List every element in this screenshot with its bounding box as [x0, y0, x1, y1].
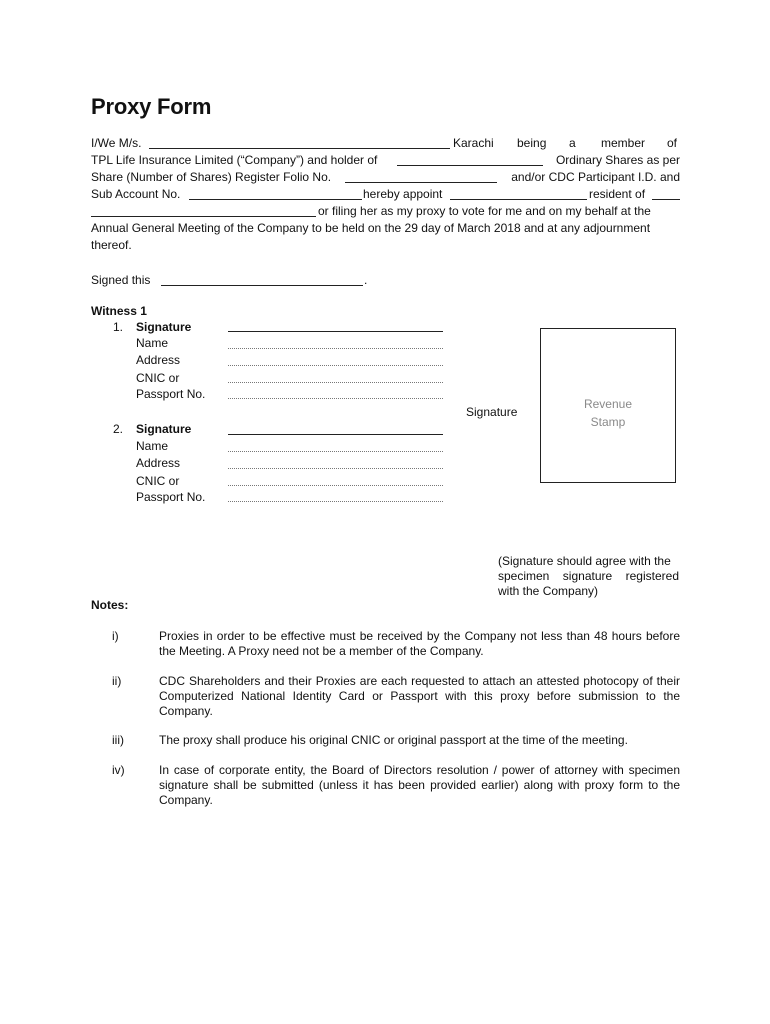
signed-period: . — [364, 273, 368, 287]
intro-text: Sub Account No. — [91, 187, 181, 201]
note-text: Proxies in order to be effective must be received by the Company not less than 48 hours before the Meeting. A Proxy need not be a member of the Company. — [159, 629, 680, 658]
intro-text: hereby appoint — [363, 187, 443, 201]
witness-name-label: Name — [136, 336, 169, 350]
page-title: Proxy Form — [91, 94, 212, 119]
sub-account-blank[interactable] — [189, 199, 362, 200]
witness-2-address-line[interactable] — [228, 468, 443, 469]
witness-cnic-label: CNIC or — [136, 371, 180, 385]
witness-1-signature-line[interactable] — [228, 331, 443, 332]
signed-date-blank[interactable] — [161, 285, 363, 286]
alternate-proxy-blank[interactable] — [91, 216, 316, 217]
signature-note-line: specimen signature registered — [498, 569, 679, 583]
intro-text: Karachi — [453, 136, 494, 150]
witness-2-passport-line[interactable] — [228, 501, 443, 502]
intro-text: of — [667, 136, 678, 150]
intro-text: thereof. — [91, 238, 132, 252]
witness-number: 1. — [113, 320, 124, 334]
witness-2-name-line[interactable] — [228, 451, 443, 452]
signed-this-label: Signed this — [91, 273, 151, 287]
signature-note-line: with the Company) — [498, 584, 599, 598]
note-text: In case of corporate entity, the Board of Directors resolution / power of attorney with specimen signature shall be submitted (unless it has been provided earlier) along with proxy form to the Company. — [159, 763, 680, 807]
note-number: ii) — [112, 674, 122, 688]
witness-1-passport-line[interactable] — [228, 398, 443, 399]
note-text: CDC Shareholders and their Proxies are each requested to attach an attested photocopy of their Computerized National Identity Card or Passport with this proxy before submission to the Company. — [159, 674, 680, 718]
witness-number: 2. — [113, 422, 124, 436]
intro-text: Share (Number of Shares) Register Folio No. — [91, 170, 332, 184]
member-name-blank[interactable] — [149, 148, 450, 149]
intro-text: a — [569, 136, 576, 150]
intro-text: TPL Life Insurance Limited (“Company”) and holder of — [91, 153, 378, 167]
revenue-stamp-box[interactable] — [540, 328, 676, 483]
intro-text: I/We M/s. — [91, 136, 142, 150]
intro-text: resident of — [589, 187, 646, 201]
intro-text: member — [601, 136, 646, 150]
witness-address-label: Address — [136, 456, 181, 470]
notes-heading: Notes: — [91, 598, 129, 612]
folio-number-blank[interactable] — [345, 182, 497, 183]
note-number: i) — [112, 629, 119, 643]
witness-signature-label: Signature — [136, 422, 192, 436]
residence-blank[interactable] — [652, 199, 680, 200]
signature-note-line: (Signature should agree with the — [498, 554, 671, 568]
witness-1-cnic-line[interactable] — [228, 382, 443, 383]
witness-cnic-label: CNIC or — [136, 474, 180, 488]
member-signature-label: Signature — [466, 405, 518, 419]
witness-2-cnic-line[interactable] — [228, 485, 443, 486]
witness-address-label: Address — [136, 353, 181, 367]
intro-text: Annual General Meeting of the Company to be held on the 29 day of March 2018 and at any adjournment — [91, 221, 651, 235]
witness-1-address-line[interactable] — [228, 365, 443, 366]
intro-text: and/or CDC Participant I.D. and — [511, 170, 680, 184]
intro-text: being — [517, 136, 547, 150]
intro-text: Ordinary Shares as per — [555, 153, 680, 167]
witness-passport-label: Passport No. — [136, 387, 206, 401]
witness-passport-label: Passport No. — [136, 490, 206, 504]
stamp-line-1: Revenue — [583, 397, 633, 411]
shares-count-blank[interactable] — [397, 165, 543, 166]
revenue-stamp-label — [541, 395, 675, 431]
witness-signature-label: Signature — [136, 320, 192, 334]
witness-2-signature-line[interactable] — [228, 434, 443, 435]
witness-name-label: Name — [136, 439, 169, 453]
note-number: iv) — [112, 763, 125, 777]
appointee-blank[interactable] — [450, 199, 587, 200]
witness-heading: Witness 1 — [91, 304, 147, 318]
stamp-line-2: Stamp — [590, 415, 626, 429]
intro-text: or filing her as my proxy to vote for me and on my behalf at the — [318, 204, 651, 218]
note-text: The proxy shall produce his original CNIC or original passport at the time of the meeting. — [159, 733, 628, 747]
note-number: iii) — [112, 733, 124, 747]
witness-1-name-line[interactable] — [228, 348, 443, 349]
